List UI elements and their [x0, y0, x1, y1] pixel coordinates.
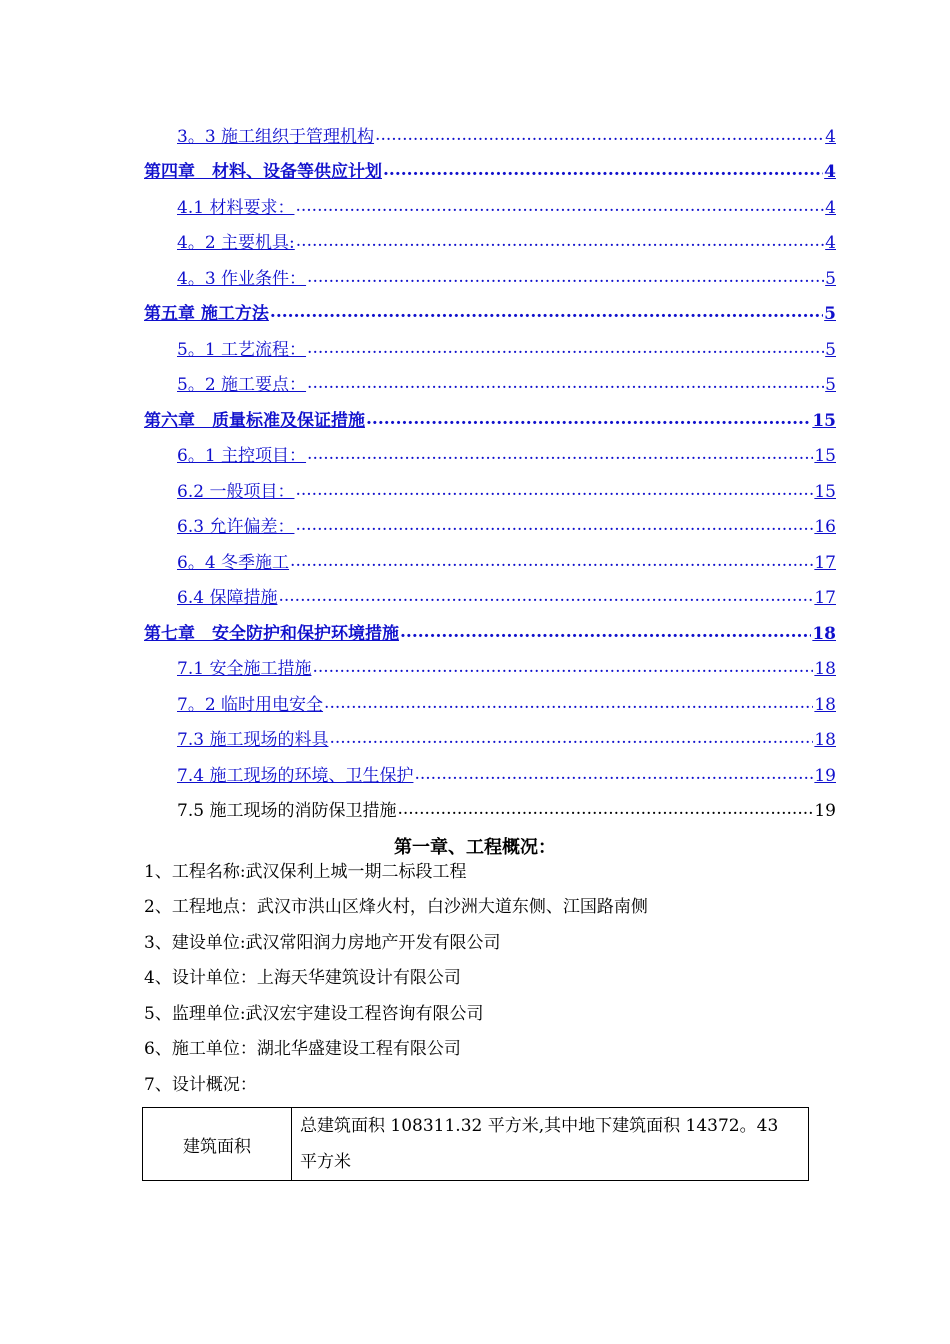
toc-entry-page: 4 — [824, 162, 836, 182]
toc-entry-page: 5 — [824, 304, 836, 324]
table-value-line: 总建筑面积 108311.32 平方米,其中地下建筑面积 14372。43 — [300, 1116, 779, 1136]
toc-entry-title: 4.1 材料要求： — [177, 198, 295, 218]
toc-entry-page: 18 — [814, 730, 836, 750]
toc-dot-leader — [366, 410, 811, 432]
designer-item: 4、设计单位：上海天华建筑设计有限公司 — [144, 968, 461, 988]
toc-dot-leader — [290, 552, 813, 574]
toc-entry-page: 18 — [814, 695, 836, 715]
toc-entry-4-2[interactable] — [177, 232, 836, 254]
toc-entry-7-5 — [177, 800, 836, 822]
toc-entry-5-1[interactable] — [177, 339, 836, 361]
toc-dot-leader — [296, 232, 824, 254]
toc-dot-leader — [414, 765, 813, 787]
design-overview-item: 7、设计概况： — [144, 1075, 257, 1095]
table-row — [143, 1108, 809, 1181]
toc-dot-leader — [307, 339, 824, 361]
toc-dot-leader — [295, 516, 813, 538]
toc-chapter-7[interactable] — [144, 623, 836, 645]
toc-dot-leader — [324, 694, 813, 716]
supervisor-item: 5、监理单位:武汉宏宇建设工程咨询有限公司 — [144, 1004, 484, 1024]
toc-entry-title: 7.5 施工现场的消防保卫措施 — [177, 801, 397, 821]
toc-dot-leader — [295, 197, 824, 219]
toc-entry-page: 17 — [814, 588, 836, 608]
toc-dot-leader — [270, 303, 823, 325]
toc-entry-page: 5 — [825, 340, 836, 360]
project-location-item: 2、工程地点：武汉市洪山区烽火村，白沙洲大道东侧、江国路南侧 — [144, 897, 648, 917]
toc-dot-leader — [278, 587, 813, 609]
toc-entry-page: 5 — [825, 269, 836, 289]
toc-dot-leader — [307, 268, 824, 290]
developer-item: 3、建设单位:武汉常阳润力房地产开发有限公司 — [144, 933, 501, 953]
toc-entry-title: 7.1 安全施工措施 — [177, 659, 312, 679]
toc-chapter-6[interactable] — [144, 410, 836, 432]
toc-entry-title: 第六章 质量标准及保证措施 — [144, 411, 365, 431]
toc-entry-3-3[interactable] — [177, 126, 836, 148]
project-name-item: 1、工程名称:武汉保利上城一期二标段工程 — [144, 862, 467, 882]
table-value-line: 平方米 — [300, 1152, 351, 1172]
toc-entry-title: 第七章 安全防护和保护环境措施 — [144, 624, 399, 644]
toc-entry-page: 15 — [812, 411, 836, 431]
toc-entry-7-2[interactable] — [177, 694, 836, 716]
toc-entry-title: 3。3 施工组织于管理机构 — [177, 127, 375, 147]
toc-entry-page: 19 — [814, 801, 836, 821]
toc-entry-title: 5。2 施工要点： — [177, 375, 307, 395]
toc-entry-page: 17 — [814, 553, 836, 573]
toc-entry-page: 15 — [814, 446, 836, 466]
toc-entry-title: 6.4 保障措施 — [177, 588, 278, 608]
toc-entry-6-4-winter[interactable] — [177, 552, 836, 574]
toc-dot-leader — [307, 445, 813, 467]
toc-dot-leader — [383, 161, 823, 183]
toc-entry-5-2[interactable] — [177, 374, 836, 396]
toc-entry-page: 16 — [814, 517, 836, 537]
toc-entry-4-1[interactable] — [177, 197, 836, 219]
chapter-heading: 第一章、工程概况： — [394, 837, 556, 858]
toc-entry-6-4-safeguard[interactable] — [177, 587, 836, 609]
toc-entry-page: 18 — [814, 659, 836, 679]
toc-dot-leader — [397, 800, 813, 822]
toc-entry-title: 第五章 施工方法 — [144, 304, 269, 324]
toc-chapter-5[interactable] — [144, 303, 836, 325]
design-overview-table — [142, 1107, 809, 1181]
toc-entry-page: 18 — [812, 624, 836, 644]
table-value-cell — [292, 1108, 809, 1181]
table-key-cell: 建筑面积 — [143, 1108, 292, 1181]
toc-entry-page: 4 — [825, 127, 836, 147]
toc-entry-page: 5 — [825, 375, 836, 395]
toc-dot-leader — [307, 374, 824, 396]
toc-entry-6-1[interactable] — [177, 445, 836, 467]
toc-entry-title: 6.2 一般项目： — [177, 482, 295, 502]
toc-entry-title: 7.4 施工现场的环境、卫生保护 — [177, 766, 414, 786]
toc-entry-page: 19 — [814, 766, 836, 786]
toc-entry-7-1[interactable] — [177, 658, 836, 680]
toc-entry-7-4[interactable] — [177, 765, 836, 787]
toc-entry-title: 6。4 冬季施工 — [177, 553, 290, 573]
toc-entry-title: 5。1 工艺流程： — [177, 340, 307, 360]
toc-entry-page: 15 — [814, 482, 836, 502]
toc-entry-title: 7.3 施工现场的料具 — [177, 730, 329, 750]
toc-chapter-4[interactable] — [144, 161, 836, 183]
toc-entry-4-3[interactable] — [177, 268, 836, 290]
toc-entry-title: 6。1 主控项目： — [177, 446, 307, 466]
toc-entry-title: 4。2 主要机具: — [177, 233, 295, 253]
toc-entry-page: 4 — [825, 233, 836, 253]
toc-entry-page: 4 — [825, 198, 836, 218]
toc-dot-leader — [400, 623, 811, 645]
toc-entry-6-3[interactable] — [177, 516, 836, 538]
toc-entry-title: 7。2 临时用电安全 — [177, 695, 324, 715]
contractor-item: 6、施工单位：湖北华盛建设工程有限公司 — [144, 1039, 461, 1059]
toc-entry-title: 4。3 作业条件： — [177, 269, 307, 289]
toc-entry-title: 6.3 允许偏差： — [177, 517, 295, 537]
toc-dot-leader — [375, 126, 824, 148]
toc-entry-title: 第四章 材料、设备等供应计划 — [144, 162, 382, 182]
toc-dot-leader — [312, 658, 813, 680]
toc-entry-6-2[interactable] — [177, 481, 836, 503]
toc-dot-leader — [295, 481, 813, 503]
toc-entry-7-3[interactable] — [177, 729, 836, 751]
toc-dot-leader — [329, 729, 813, 751]
